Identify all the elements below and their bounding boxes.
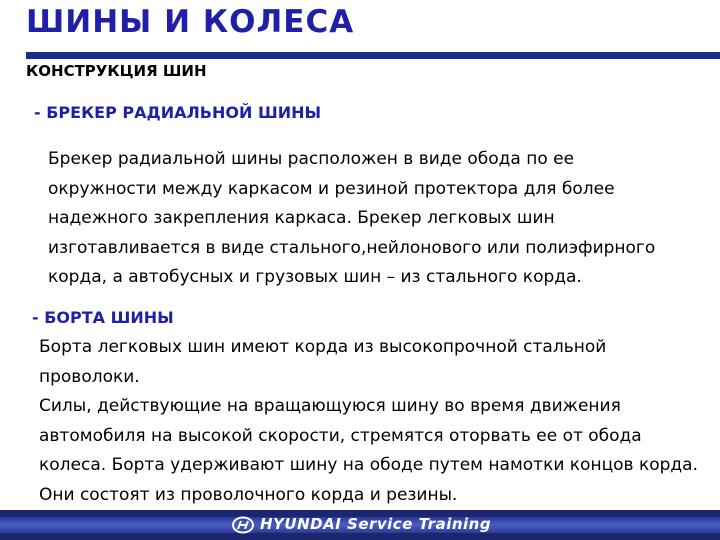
- slide-title: ШИНЫ И КОЛЕСА: [26, 4, 355, 40]
- slide-subtitle: КОНСТРУКЦИЯ ШИН: [26, 62, 207, 80]
- footer-brand: HYUNDAI Service Training: [260, 515, 492, 533]
- hyundai-logo-icon: [232, 516, 254, 534]
- section-text-beads: [39, 333, 699, 510]
- footer-bar: [0, 510, 720, 540]
- paragraph: Борта легковых шин имеют корда из высокопрочной стальной проволоки.: [39, 337, 607, 387]
- section-heading-breaker: - БРЕКЕР РАДИАЛЬНОЙ ШИНЫ: [34, 103, 322, 122]
- section-heading-beads: - БОРТА ШИНЫ: [32, 308, 174, 327]
- section-text-breaker: Брекер радиальной шины расположен в виде обода по ее окружности между каркасом и резиной протектора для более надежного закрепления каркаса. Брекер легковых шин изготавливается в виде стального,нейлонового или полиэфирного корда, а автобусных и грузовых шин – из стального корда.: [48, 149, 656, 287]
- title-divider: [26, 52, 720, 59]
- paragraph: Силы, действующие на вращающуюся шину во время движения автомобиля на высокой скорости, стремятся оторвать ее от обода колеса. Борта удерживают шину на ободе путем намотки концов корда. Они состоят из проволочного корда и резины.: [39, 396, 699, 505]
